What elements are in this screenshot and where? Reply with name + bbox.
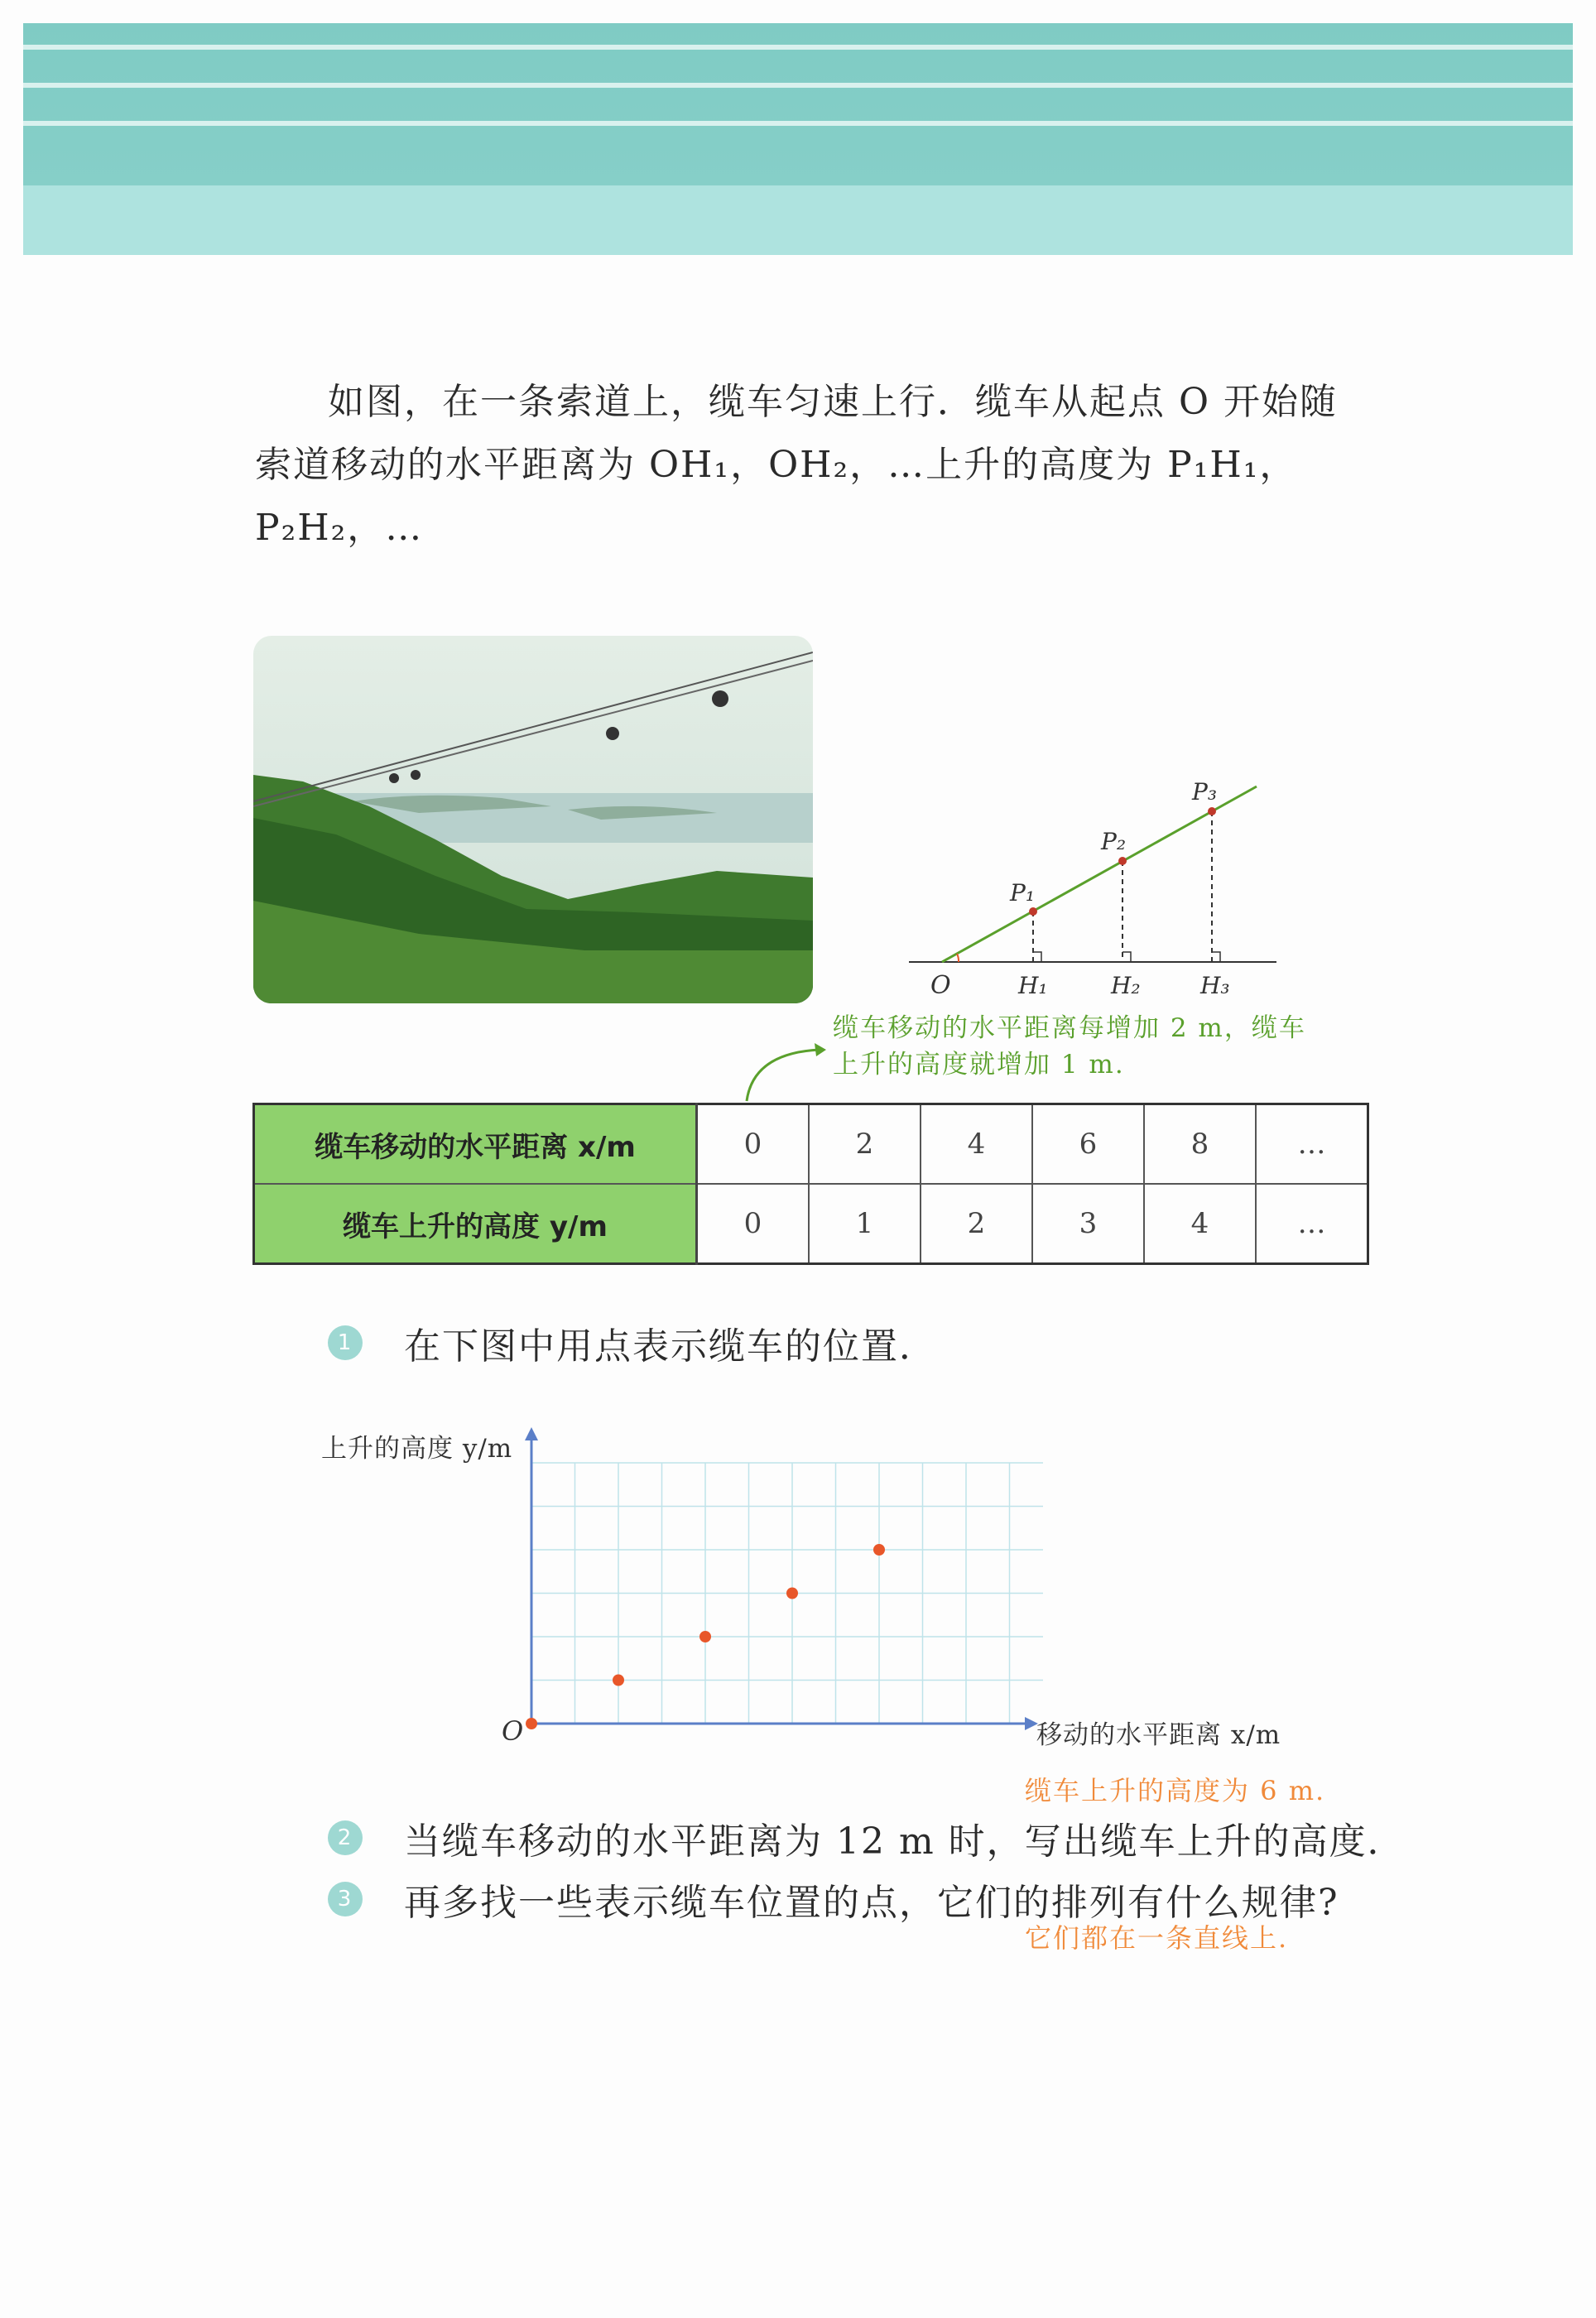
header-stripe [23, 83, 1573, 88]
table-cell: 4 [921, 1104, 1032, 1185]
question-1 [328, 1316, 937, 1369]
value-table [252, 1103, 1369, 1265]
table-cell: 0 [697, 1104, 810, 1185]
diagram-foot-label: H₁ [1018, 972, 1048, 999]
data-point [786, 1588, 798, 1599]
table-row [254, 1184, 1368, 1264]
table-cell: … [1256, 1184, 1368, 1264]
diagram-foot-label: H₂ [1111, 972, 1141, 999]
table-row [254, 1104, 1368, 1185]
graph-y-label: 上升的高度 y/m [321, 1434, 513, 1464]
question-text: 当缆车移动的水平距离为 12 m 时，写出缆车上升的高度． [404, 1820, 1406, 1863]
graph-origin-label: O [502, 1715, 524, 1747]
y-axis-arrow-icon [525, 1427, 538, 1440]
diagram-origin-label: O [930, 971, 951, 1000]
callout-line-2: 上升的高度就增加 1 m. [833, 1050, 1125, 1080]
callout-note [833, 1010, 1379, 1083]
table-cell: 1 [809, 1184, 921, 1264]
question-text: 再多找一些表示缆车位置的点，它们的排列有什么规律? [404, 1882, 1339, 1924]
intro-line-2: 索道移动的水平距离为 OH₁，OH₂，…上升的高度为 P₁H₁， [255, 444, 1298, 486]
table-cell: 2 [921, 1184, 1032, 1264]
table-cell: … [1256, 1104, 1368, 1185]
x-axis-arrow-icon [1025, 1717, 1038, 1730]
scatter-graph [315, 1424, 1043, 1755]
cable-car-photo [253, 636, 813, 1003]
question-number-badge: 2 [328, 1820, 363, 1855]
diagram-point-label: P₂ [1101, 828, 1127, 855]
header-stripe [23, 121, 1573, 126]
table-cell: 3 [1032, 1184, 1144, 1264]
answer-q3: 它们都在一条直线上. [1025, 1922, 1289, 1954]
intro-line-1: 如图，在一条索道上，缆车匀速上行．缆车从起点 O 开始随 [328, 381, 1339, 423]
diagram-point-label: P₃ [1192, 778, 1218, 806]
diagram-point-label: P₁ [1010, 879, 1036, 907]
data-point [613, 1675, 624, 1686]
callout-line-1: 缆车移动的水平距离每增加 2 m，缆车 [833, 1013, 1306, 1043]
table-cell: 6 [1032, 1104, 1144, 1185]
header-stripe [23, 45, 1573, 50]
callout-arrow-icon [728, 1040, 836, 1106]
table-cell: 8 [1144, 1104, 1256, 1185]
answer-q2: 缆车上升的高度为 6 m. [1025, 1775, 1326, 1806]
data-point [699, 1631, 711, 1642]
question-2 [328, 1811, 1406, 1864]
intro-paragraph [255, 371, 1364, 560]
table-cell: 4 [1144, 1184, 1256, 1264]
table-cell: 2 [809, 1104, 921, 1185]
data-point [526, 1718, 537, 1729]
table-header-distance: 缆车移动的水平距离 x/m [254, 1104, 697, 1185]
graph-x-label: 移动的水平距离 x/m [1036, 1720, 1281, 1750]
table-header-height: 缆车上升的高度 y/m [254, 1184, 697, 1264]
question-number-badge: 1 [328, 1325, 363, 1360]
question-number-badge: 3 [328, 1882, 363, 1916]
question-text: 在下图中用点表示缆车的位置． [404, 1325, 937, 1368]
slope-diagram [894, 762, 1291, 1013]
data-point [873, 1544, 885, 1556]
header-band [23, 23, 1573, 255]
table-cell: 0 [697, 1184, 810, 1264]
intro-line-3: P₂H₂，… [255, 507, 424, 549]
diagram-foot-label: H₃ [1200, 972, 1230, 999]
